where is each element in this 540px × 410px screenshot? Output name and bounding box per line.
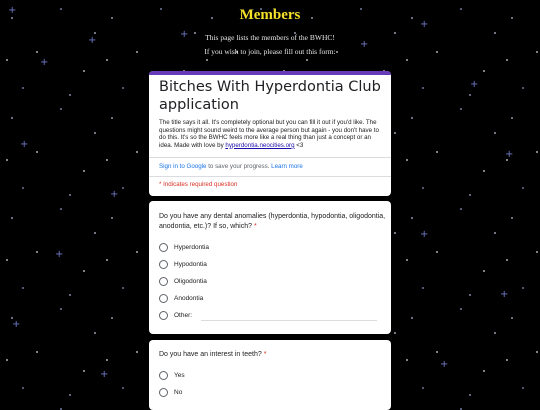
- signin-text: to save your progress.: [206, 163, 272, 170]
- star-cross-icon: +: [8, 5, 17, 16]
- form-accent-bar: [149, 71, 391, 75]
- star-cross-icon: +: [20, 139, 29, 150]
- star-cross-icon: +: [505, 149, 514, 160]
- star-cross-icon: +: [55, 249, 64, 260]
- form-header-card: [149, 71, 391, 196]
- page-title: Members: [239, 7, 301, 23]
- star-cross-icon: +: [420, 19, 429, 30]
- other-text-input[interactable]: [201, 320, 377, 321]
- divider: [149, 157, 391, 158]
- option-label: Yes: [174, 371, 185, 379]
- question-text: [159, 350, 387, 360]
- question-card-teeth-interest: [149, 340, 391, 410]
- radio-option-hyperdontia[interactable]: [159, 242, 209, 252]
- star-cross-icon: +: [100, 369, 109, 380]
- star-cross-icon: +: [420, 229, 429, 240]
- option-label: No: [174, 388, 183, 396]
- star-cross-icon: +: [88, 35, 97, 46]
- option-label: Hyperdontia: [174, 243, 210, 251]
- star-cross-icon: +: [360, 39, 369, 50]
- radio-button-icon[interactable]: [159, 260, 168, 269]
- question-card-dental-anomalies: [149, 201, 391, 334]
- required-star: *: [263, 351, 267, 358]
- form-description-end: <3: [294, 141, 304, 149]
- star-cross-icon: +: [40, 57, 49, 68]
- signin-link[interactable]: Sign in to Google: [159, 163, 207, 170]
- question-label: Do you have any dental anomalies (hyperdontia, hypodontia, oligodontia, anodontia, etc.)? If so, which?: [159, 213, 386, 230]
- radio-option-hypodontia[interactable]: [159, 259, 207, 269]
- radio-option-oligodontia[interactable]: [159, 276, 207, 286]
- radio-button-icon[interactable]: [159, 243, 168, 252]
- option-label: Other:: [174, 311, 193, 319]
- learn-more-link[interactable]: Learn more: [271, 163, 303, 170]
- star-cross-icon: +: [110, 189, 119, 200]
- divider: [149, 176, 391, 177]
- star-cross-icon: +: [470, 79, 479, 90]
- required-note: * Indicates required question: [159, 181, 238, 188]
- required-star: *: [253, 223, 257, 230]
- intro-line-1: This page lists the members of the BWHC!: [205, 33, 335, 42]
- option-label: Oligodontia: [174, 277, 207, 285]
- question-label: Do you have an interest in teeth?: [159, 351, 264, 358]
- radio-option-no[interactable]: [159, 387, 182, 397]
- option-label: Hypodontia: [174, 260, 207, 268]
- description-link[interactable]: hyperdontia.neocities.org: [225, 141, 295, 149]
- radio-button-icon[interactable]: [159, 277, 168, 286]
- radio-option-anodontia[interactable]: [159, 293, 203, 303]
- star-cross-icon: +: [180, 29, 189, 40]
- radio-button-icon[interactable]: [159, 311, 168, 320]
- option-label: Anodontia: [174, 294, 204, 302]
- question-text: [159, 212, 387, 232]
- form-title: Bitches With Hyperdontia Club application: [159, 79, 381, 113]
- form-description-text: The title says it all. It's completely optional but you can fill it out if you'd like. The questions might sound weird to the average person but again - you don't have to do this. It's so the BWHC feels more like a real thing than just a concept or an idea. Made with love by: [159, 119, 379, 149]
- radio-button-icon[interactable]: [159, 388, 168, 397]
- star-cross-icon: +: [12, 319, 21, 330]
- intro-line-2: If you wish to join, please fill out this form:: [204, 47, 336, 56]
- radio-option-other[interactable]: [159, 310, 192, 320]
- star-cross-icon: +: [440, 359, 449, 370]
- form-description: [159, 119, 384, 149]
- star-cross-icon: +: [500, 289, 509, 300]
- radio-option-yes[interactable]: [159, 370, 185, 380]
- radio-button-icon[interactable]: [159, 294, 168, 303]
- radio-button-icon[interactable]: [159, 371, 168, 380]
